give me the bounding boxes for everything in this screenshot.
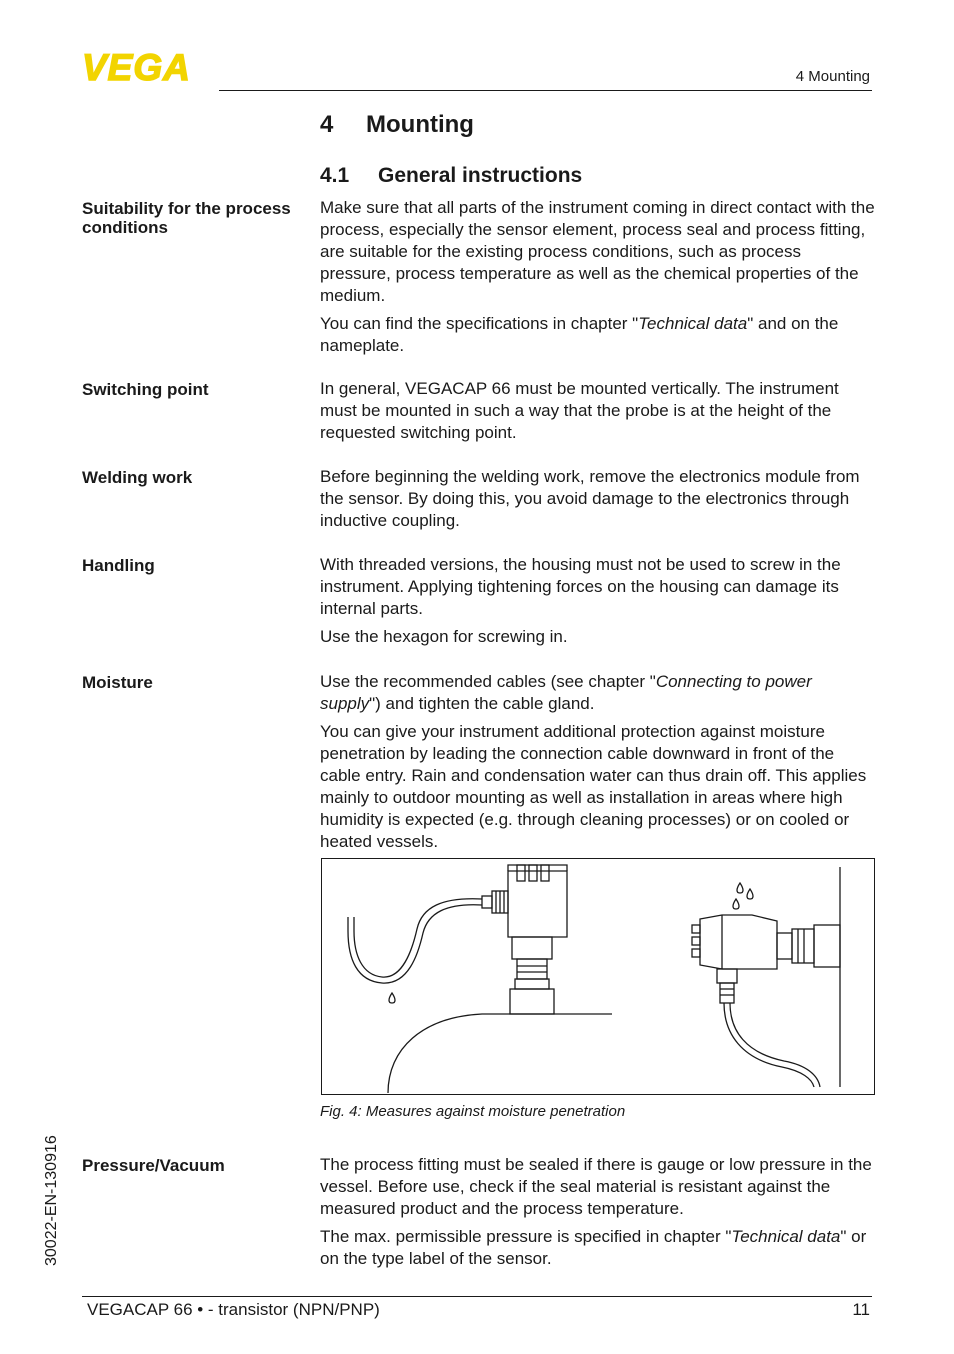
paragraph: Make sure that all parts of the instrument coming in direct contact with the process, especially the sensor element, process seal and process fitting, are suitable for the existing process conditions, such as process pressure, process temperature as well as the chemical properties of the medium. bbox=[320, 198, 875, 305]
chapter-reference: Technical data bbox=[638, 314, 748, 333]
side-label-handling: Handling bbox=[82, 556, 155, 575]
chapter-title-text: Mounting bbox=[366, 111, 474, 138]
section-title-text: General instructions bbox=[378, 164, 583, 187]
paragraph: You can find the specifications in chapter "Technical data" and on the nameplate. bbox=[320, 314, 839, 355]
body-handling bbox=[320, 554, 876, 648]
header-section-label: 4 Mounting bbox=[795, 68, 870, 85]
paragraph: With threaded versions, the housing must not be used to screw in the instrument. Applying tightening forces on the housing can damage its internal parts. bbox=[320, 555, 841, 618]
chapter-reference: Connecting to power supply bbox=[320, 672, 812, 713]
footer-product: VEGACAP 66 • - transistor (NPN/PNP) bbox=[87, 1300, 380, 1319]
moisture-illustration bbox=[322, 859, 874, 1094]
page-number: 11 bbox=[852, 1300, 870, 1319]
sensor-housing-horizontal bbox=[700, 915, 777, 969]
chapter-title bbox=[320, 111, 474, 139]
paragraph: The max. permissible pressure is specified in chapter "Technical data" or on the type label of the sensor. bbox=[320, 1227, 867, 1268]
side-label-switching-point: Switching point bbox=[82, 380, 209, 399]
water-drop-icon bbox=[737, 883, 743, 893]
sensor-flange bbox=[510, 989, 554, 1014]
figure-caption: Fig. 4: Measures against moisture penetration bbox=[320, 1103, 626, 1120]
figure-moisture-penetration bbox=[321, 858, 875, 1095]
cable-loop bbox=[354, 899, 482, 977]
water-drop-icon bbox=[389, 993, 395, 1003]
section-number: 4.1 bbox=[320, 164, 350, 187]
paragraph: Use the hexagon for screwing in. bbox=[320, 627, 568, 646]
body-switching-point bbox=[320, 378, 876, 444]
chapter-reference: Technical data bbox=[731, 1227, 841, 1246]
body-welding-work bbox=[320, 466, 876, 532]
document-code: 30022-EN-130916 bbox=[43, 1135, 60, 1266]
footer-divider bbox=[82, 1296, 872, 1297]
vessel-outline bbox=[388, 1014, 612, 1093]
side-label-pressure-vacuum: Pressure/Vacuum bbox=[82, 1156, 225, 1175]
cable-downward bbox=[724, 1003, 814, 1087]
side-label-moisture: Moisture bbox=[82, 673, 153, 692]
water-drop-icon bbox=[747, 889, 753, 899]
side-label-suitability: Suitability for the process conditions bbox=[82, 199, 291, 237]
body-pressure-vacuum bbox=[320, 1154, 876, 1270]
header-divider bbox=[219, 90, 872, 91]
body-suitability bbox=[320, 197, 876, 357]
paragraph: The process fitting must be sealed if there is gauge or low pressure in the vessel. Before use, check if the seal material is resistant against the measured product and the process temperature. bbox=[320, 1155, 872, 1218]
paragraph: Use the recommended cables (see chapter "Connecting to power supply") and tighten the cable gland. bbox=[320, 672, 812, 713]
logo-text: VEGA bbox=[82, 50, 191, 84]
water-drop-icon bbox=[733, 899, 739, 909]
paragraph: You can give your instrument additional protection against moisture penetration by leading the connection cable downward in front of the cable entry. Rain and condensation water can thus drain off. This applies mainly to outdoor mounting as well as installation in areas where high humidity is expected (e.g. through cleaning processes) or on cooled or heated vessels. bbox=[320, 722, 867, 851]
body-moisture bbox=[320, 671, 876, 853]
vega-logo bbox=[82, 50, 212, 84]
section-title bbox=[320, 164, 582, 188]
paragraph: In general, VEGACAP 66 must be mounted vertically. The instrument must be mounted in such a way that the probe is at the height of the requested switching point. bbox=[320, 379, 839, 442]
paragraph: Before beginning the welding work, remove the electronics module from the sensor. By doing this, you avoid damage to the electronics through inductive coupling. bbox=[320, 467, 860, 530]
side-label-welding-work: Welding work bbox=[82, 468, 193, 487]
chapter-number: 4 bbox=[320, 111, 334, 138]
